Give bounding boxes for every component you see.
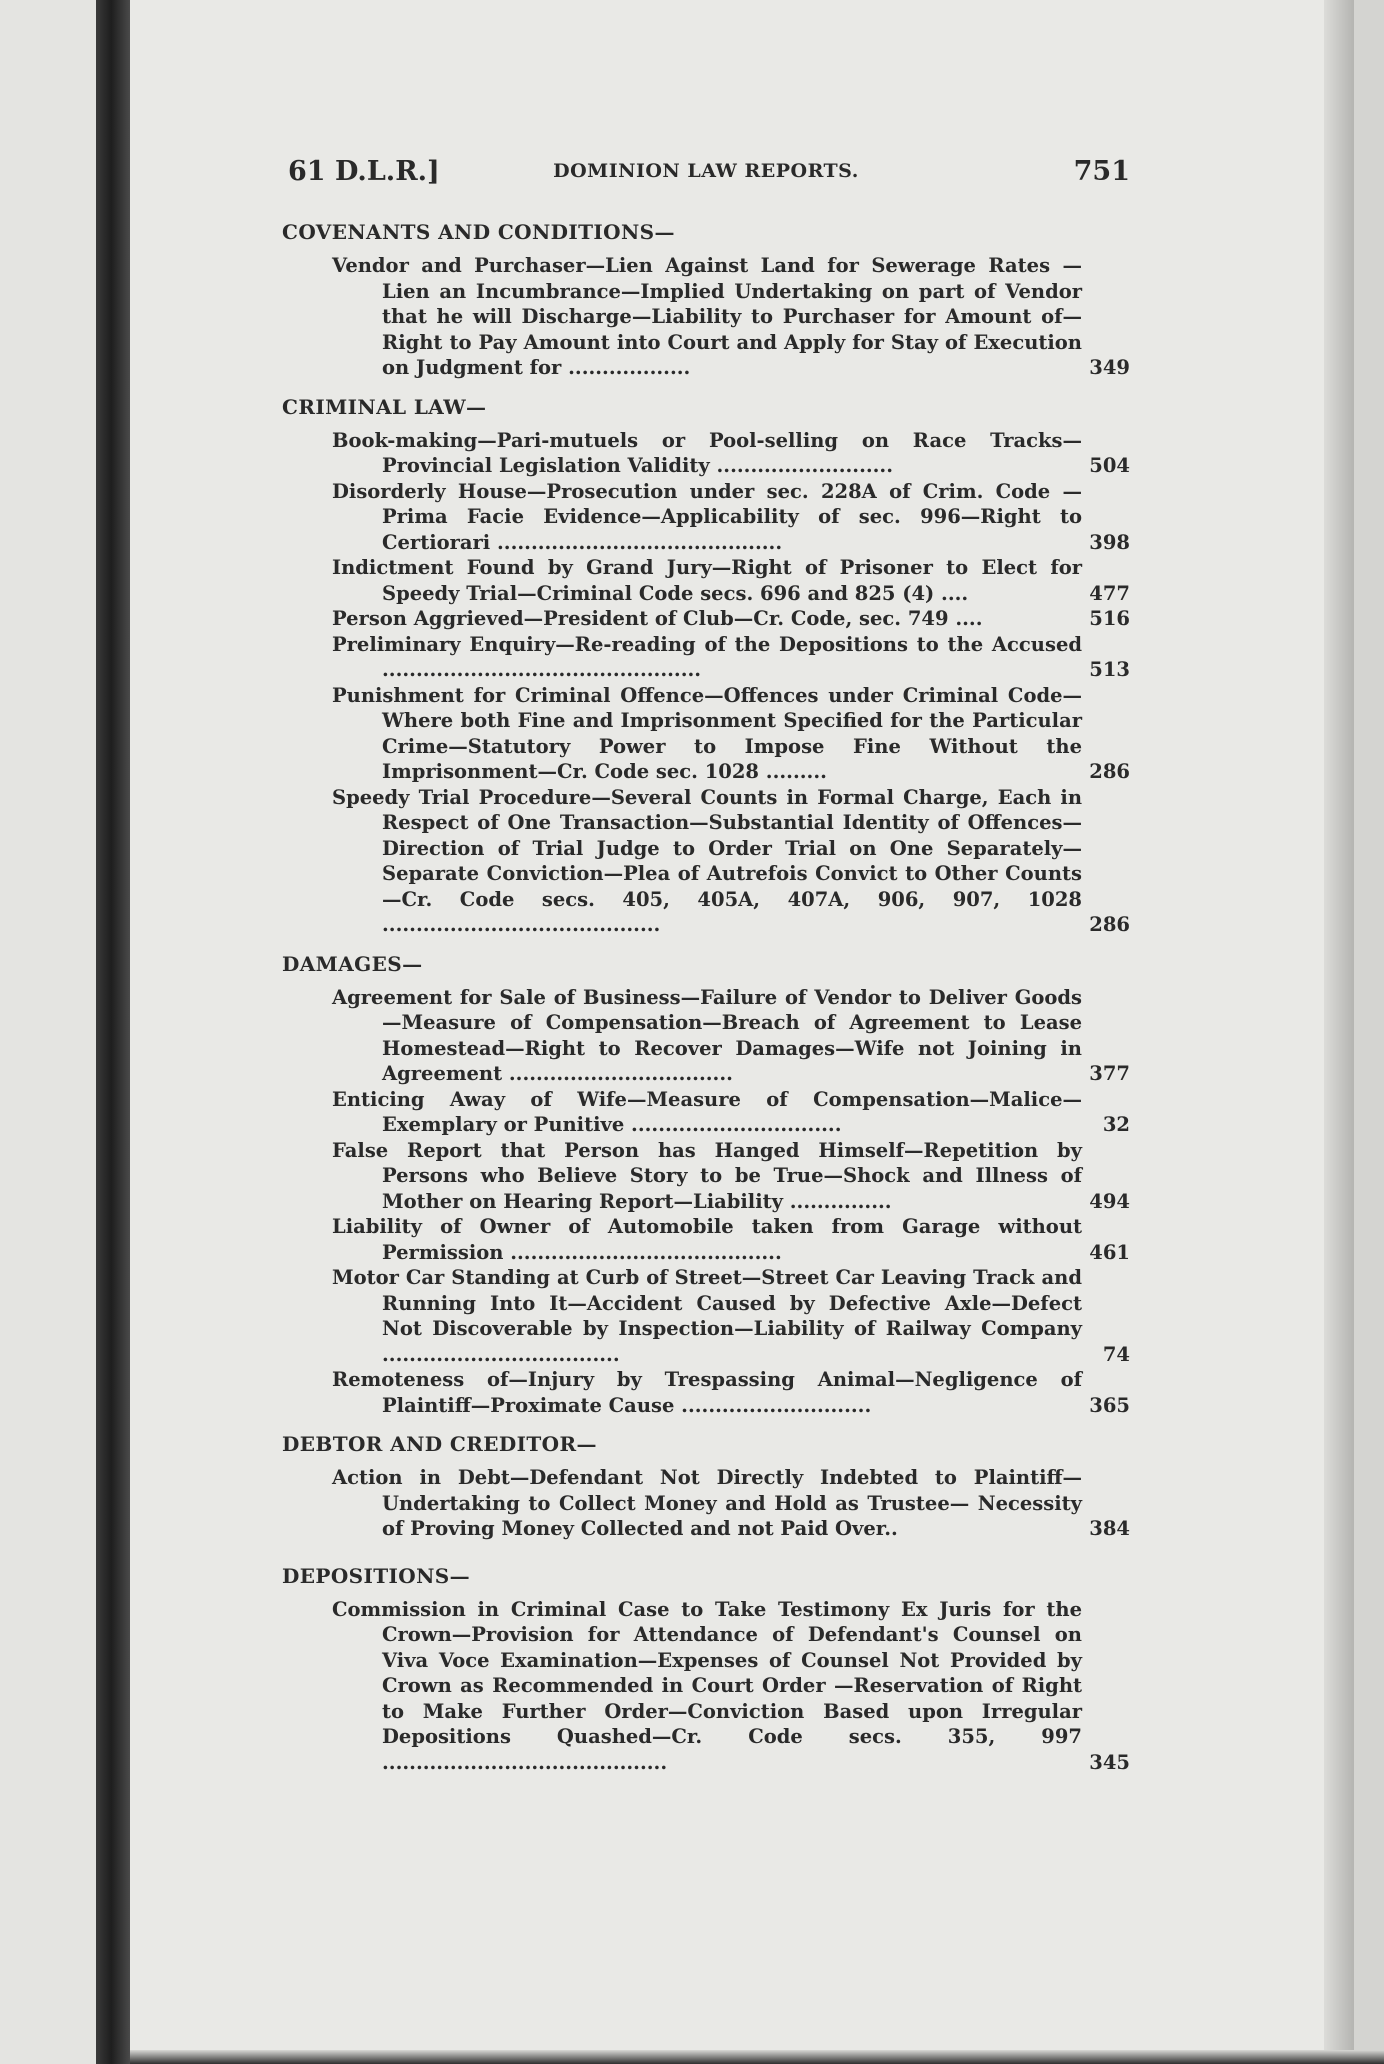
index-entry bbox=[282, 253, 1130, 381]
index-section bbox=[282, 220, 1130, 381]
entry-text: Person Aggrieved—President of Club—Cr. Code, sec. 749 .... bbox=[332, 607, 983, 630]
index-section bbox=[282, 1564, 1130, 1776]
section-heading: DEPOSITIONS— bbox=[282, 1563, 471, 1588]
entry-page: 345 bbox=[1089, 1750, 1130, 1774]
entry-page: 74 bbox=[1102, 1342, 1130, 1366]
entry-text: Vendor and Purchaser—Lien Against Land for Sewerage Rates —Lien an Incumbrance—Implied Undertaking on part of Vendor that he will Discharge—Liability to Purchaser for Amount of—Right to Pay Amount into Court and Apply for Stay of Execution on Judgment for .................. bbox=[332, 254, 1082, 379]
entry-text: Remoteness of—Injury by Trespassing Animal—Negligence of Plaintiff—Proximate Cause ............................ bbox=[332, 1368, 1082, 1417]
entry-page: 461 bbox=[1089, 1240, 1130, 1264]
entry-text: Commission in Criminal Case to Take Testimony Ex Juris for the Crown—Provision for Attendance of Defendant's Counsel on Viva Voce Examination—Expenses of Counsel Not Provided by Crown as Recommended in Court Order —Reservation of Right to Make Further Order—Conviction Based upon Irregular Depositions Quashed—Cr. Code secs. 355, 997 .......................................... bbox=[332, 1597, 1082, 1774]
index-entry bbox=[282, 479, 1130, 556]
entry-page: 513 bbox=[1089, 658, 1130, 681]
index-section bbox=[282, 952, 1130, 1419]
volume-reference: 61 D.L.R.] bbox=[288, 156, 440, 187]
index-entry bbox=[282, 683, 1130, 785]
entry-page: 286 bbox=[1089, 913, 1130, 936]
index-entry bbox=[282, 985, 1130, 1087]
entry-text: Liability of Owner of Automobile taken from Garage without Permission ........................................ bbox=[332, 1215, 1082, 1264]
spacer bbox=[282, 1542, 1130, 1550]
page-content bbox=[282, 156, 1130, 1775]
entry-text: Disorderly House—Prosecution under sec. 228A of Crim. Code —Prima Facie Evidence—Applicability of sec. 996—Right to Certiorari .......................................... bbox=[332, 479, 1082, 554]
section-heading: DEBTOR AND CREDITOR— bbox=[282, 1432, 597, 1456]
section-heading: DAMAGES— bbox=[282, 951, 423, 976]
publication-title: DOMINION LAW REPORTS. bbox=[553, 160, 859, 182]
entry-page: 349 bbox=[1089, 356, 1130, 379]
entry-page: 377 bbox=[1089, 1062, 1130, 1085]
index-entry bbox=[282, 632, 1130, 683]
page-bottom-shadow bbox=[130, 2050, 1384, 2064]
page-edge bbox=[1324, 0, 1354, 2064]
entry-page: 32 bbox=[1102, 1113, 1130, 1136]
index-entry bbox=[282, 606, 1130, 632]
entry-text: Motor Car Standing at Curb of Street—Street Car Leaving Track and Running Into It—Accident Caused by Defective Axle—Defect Not Discoverable by Inspection—Liability of Railway Company ................................... bbox=[332, 1266, 1082, 1366]
section-heading: CRIMINAL LAW— bbox=[282, 394, 487, 419]
index-entry bbox=[282, 1265, 1130, 1367]
entry-text: Indictment Found by Grand Jury—Right of Prisoner to Elect for Speedy Trial—Criminal Code secs. 696 and 825 (4) .... bbox=[332, 556, 1082, 605]
entry-text: Agreement for Sale of Business—Failure of Vendor to Deliver Goods—Measure of Compensation—Breach of Agreement to Lease Homestead—Right to Recover Damages—Wife not Joining in Agreement ................................. bbox=[332, 985, 1082, 1085]
entry-page: 494 bbox=[1089, 1189, 1130, 1213]
page-number: 751 bbox=[1073, 156, 1130, 187]
entry-text: False Report that Person has Hanged Himself—Repetition by Persons who Believe Story to be True—Shock and Illness of Mother on Hearing Report—Liability ............... bbox=[332, 1138, 1082, 1213]
entry-page: 384 bbox=[1089, 1517, 1130, 1540]
index-entry bbox=[282, 785, 1130, 938]
book-spine bbox=[96, 0, 130, 2064]
entry-text: Speedy Trial Procedure—Several Counts in Formal Charge, Each in Respect of One Transaction—Substantial Identity of Offences—Direction of Trial Judge to Order Trial on One Separately—Separate Conviction—Plea of Autrefois Convict to Other Counts—Cr. Code secs. 405, 405A, 407A, 906, 907, 1028 ......................................... bbox=[332, 785, 1082, 936]
entry-page: 398 bbox=[1089, 530, 1130, 554]
entry-text: Preliminary Enquiry—Re-reading of the Depositions to the Accused ............................................... bbox=[332, 632, 1082, 681]
index-entry bbox=[282, 1138, 1130, 1215]
index-entry bbox=[282, 1367, 1130, 1418]
entry-page: 516 bbox=[1089, 607, 1130, 630]
entry-page: 365 bbox=[1089, 1393, 1130, 1417]
left-margin bbox=[0, 0, 96, 2064]
running-head bbox=[282, 156, 1130, 196]
entry-text: Book-making—Pari-mutuels or Pool-selling on Race Tracks— Provincial Legislation Validity .......................... bbox=[332, 428, 1082, 477]
index-entry bbox=[282, 1087, 1130, 1138]
index-section bbox=[282, 395, 1130, 938]
index-section bbox=[282, 1432, 1130, 1542]
index-entry bbox=[282, 1597, 1130, 1776]
entry-text: Action in Debt—Defendant Not Directly Indebted to Plaintiff— Undertaking to Collect Money and Hold as Trustee— Necessity of Proving Money Collected and not Paid Over.. bbox=[332, 1466, 1082, 1540]
entry-page: 477 bbox=[1089, 581, 1130, 605]
section-heading: COVENANTS AND CONDITIONS— bbox=[282, 220, 675, 244]
entry-text: Punishment for Criminal Offence—Offences under Criminal Code—Where both Fine and Imprisonment Specified for the Particular Crime—Statutory Power to Impose Fine Without the Imprisonment—Cr. Code sec. 1028 ......... bbox=[332, 683, 1082, 783]
entry-text: Enticing Away of Wife—Measure of Compensation—Malice— Exemplary or Punitive ............................... bbox=[332, 1087, 1082, 1136]
index-entry bbox=[282, 1465, 1130, 1542]
entry-page: 286 bbox=[1089, 760, 1130, 783]
index-entry bbox=[282, 428, 1130, 479]
index-entry bbox=[282, 1214, 1130, 1265]
entry-page: 504 bbox=[1089, 454, 1130, 477]
index-entry bbox=[282, 555, 1130, 606]
